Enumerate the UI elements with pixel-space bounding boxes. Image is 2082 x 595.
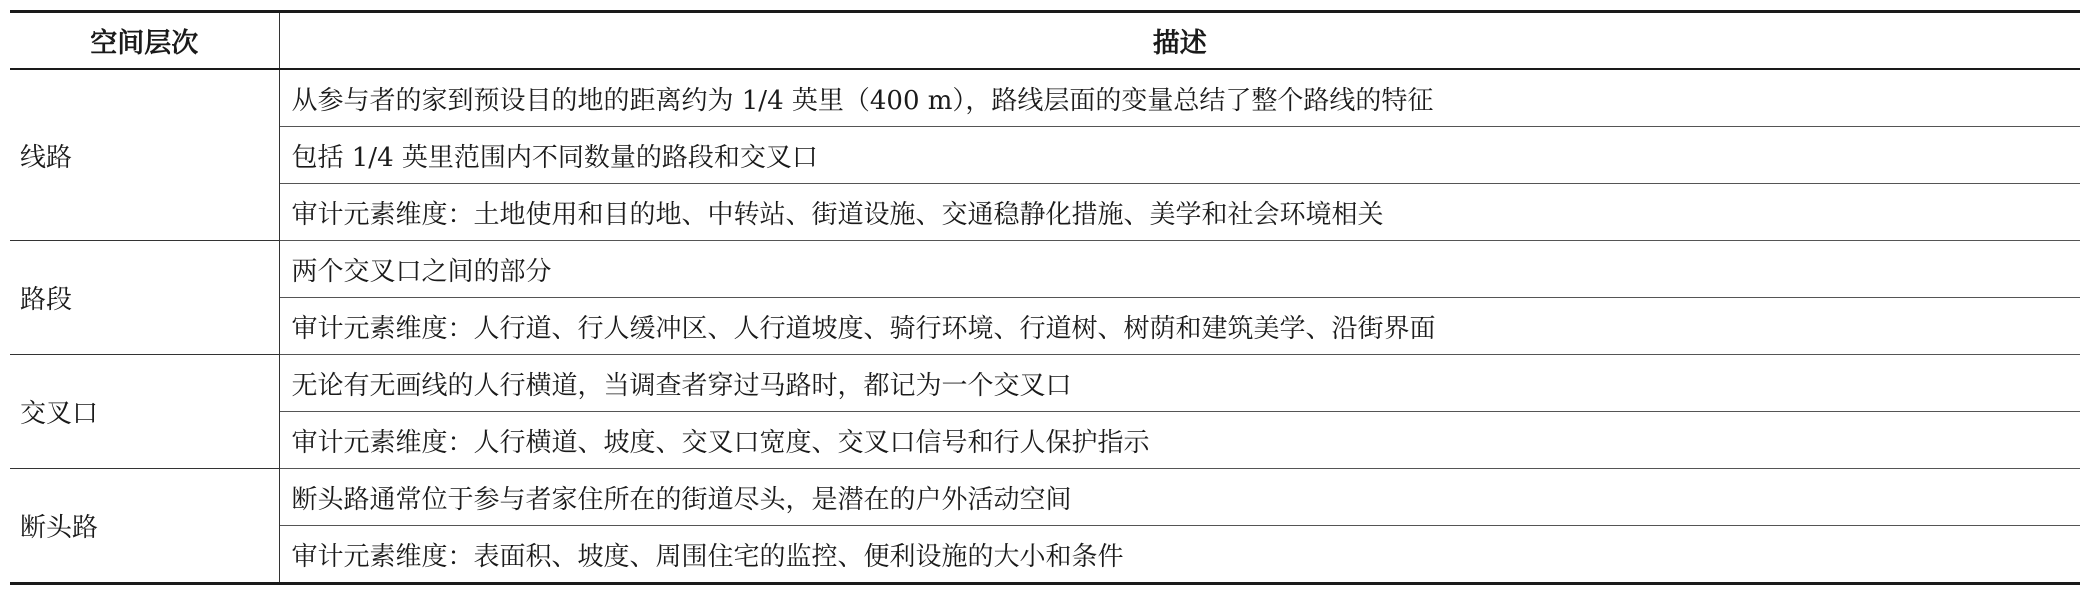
description-cell: 无论有无画线的人行横道，当调查者穿过马路时，都记为一个交叉口 bbox=[279, 355, 2080, 412]
description-cell: 审计元素维度：表面积、坡度、周围住宅的监控、便利设施的大小和条件 bbox=[279, 526, 2080, 584]
description-cell: 断头路通常位于参与者家住所在的街道尽头，是潜在的户外活动空间 bbox=[279, 469, 2080, 526]
spatial-levels-table bbox=[10, 10, 2080, 585]
description-cell: 审计元素维度：人行横道、坡度、交叉口宽度、交叉口信号和行人保护指示 bbox=[279, 412, 2080, 469]
table-row bbox=[10, 298, 2080, 355]
level-cell-cul-de-sac: 断头路 bbox=[10, 469, 279, 584]
table-row bbox=[10, 241, 2080, 298]
header-description: 描述 bbox=[279, 12, 2080, 70]
description-cell: 审计元素维度：人行道、行人缓冲区、人行道坡度、骑行环境、行道树、树荫和建筑美学、沿街界面 bbox=[279, 298, 2080, 355]
table-row bbox=[10, 184, 2080, 241]
table-row bbox=[10, 69, 2080, 127]
header-spatial-level: 空间层次 bbox=[10, 12, 279, 70]
level-cell-route: 线路 bbox=[10, 69, 279, 241]
table-row bbox=[10, 526, 2080, 584]
level-cell-intersection: 交叉口 bbox=[10, 355, 279, 469]
description-cell: 从参与者的家到预设目的地的距离约为 1/4 英里（400 m），路线层面的变量总结了整个路线的特征 bbox=[279, 69, 2080, 127]
description-cell: 包括 1/4 英里范围内不同数量的路段和交叉口 bbox=[279, 127, 2080, 184]
table-row bbox=[10, 355, 2080, 412]
header-row bbox=[10, 12, 2080, 70]
table-row bbox=[10, 127, 2080, 184]
table-row bbox=[10, 412, 2080, 469]
level-cell-segment: 路段 bbox=[10, 241, 279, 355]
spatial-levels-table-container bbox=[10, 10, 2080, 585]
table-row bbox=[10, 469, 2080, 526]
description-cell: 审计元素维度：土地使用和目的地、中转站、街道设施、交通稳静化措施、美学和社会环境相关 bbox=[279, 184, 2080, 241]
description-cell: 两个交叉口之间的部分 bbox=[279, 241, 2080, 298]
